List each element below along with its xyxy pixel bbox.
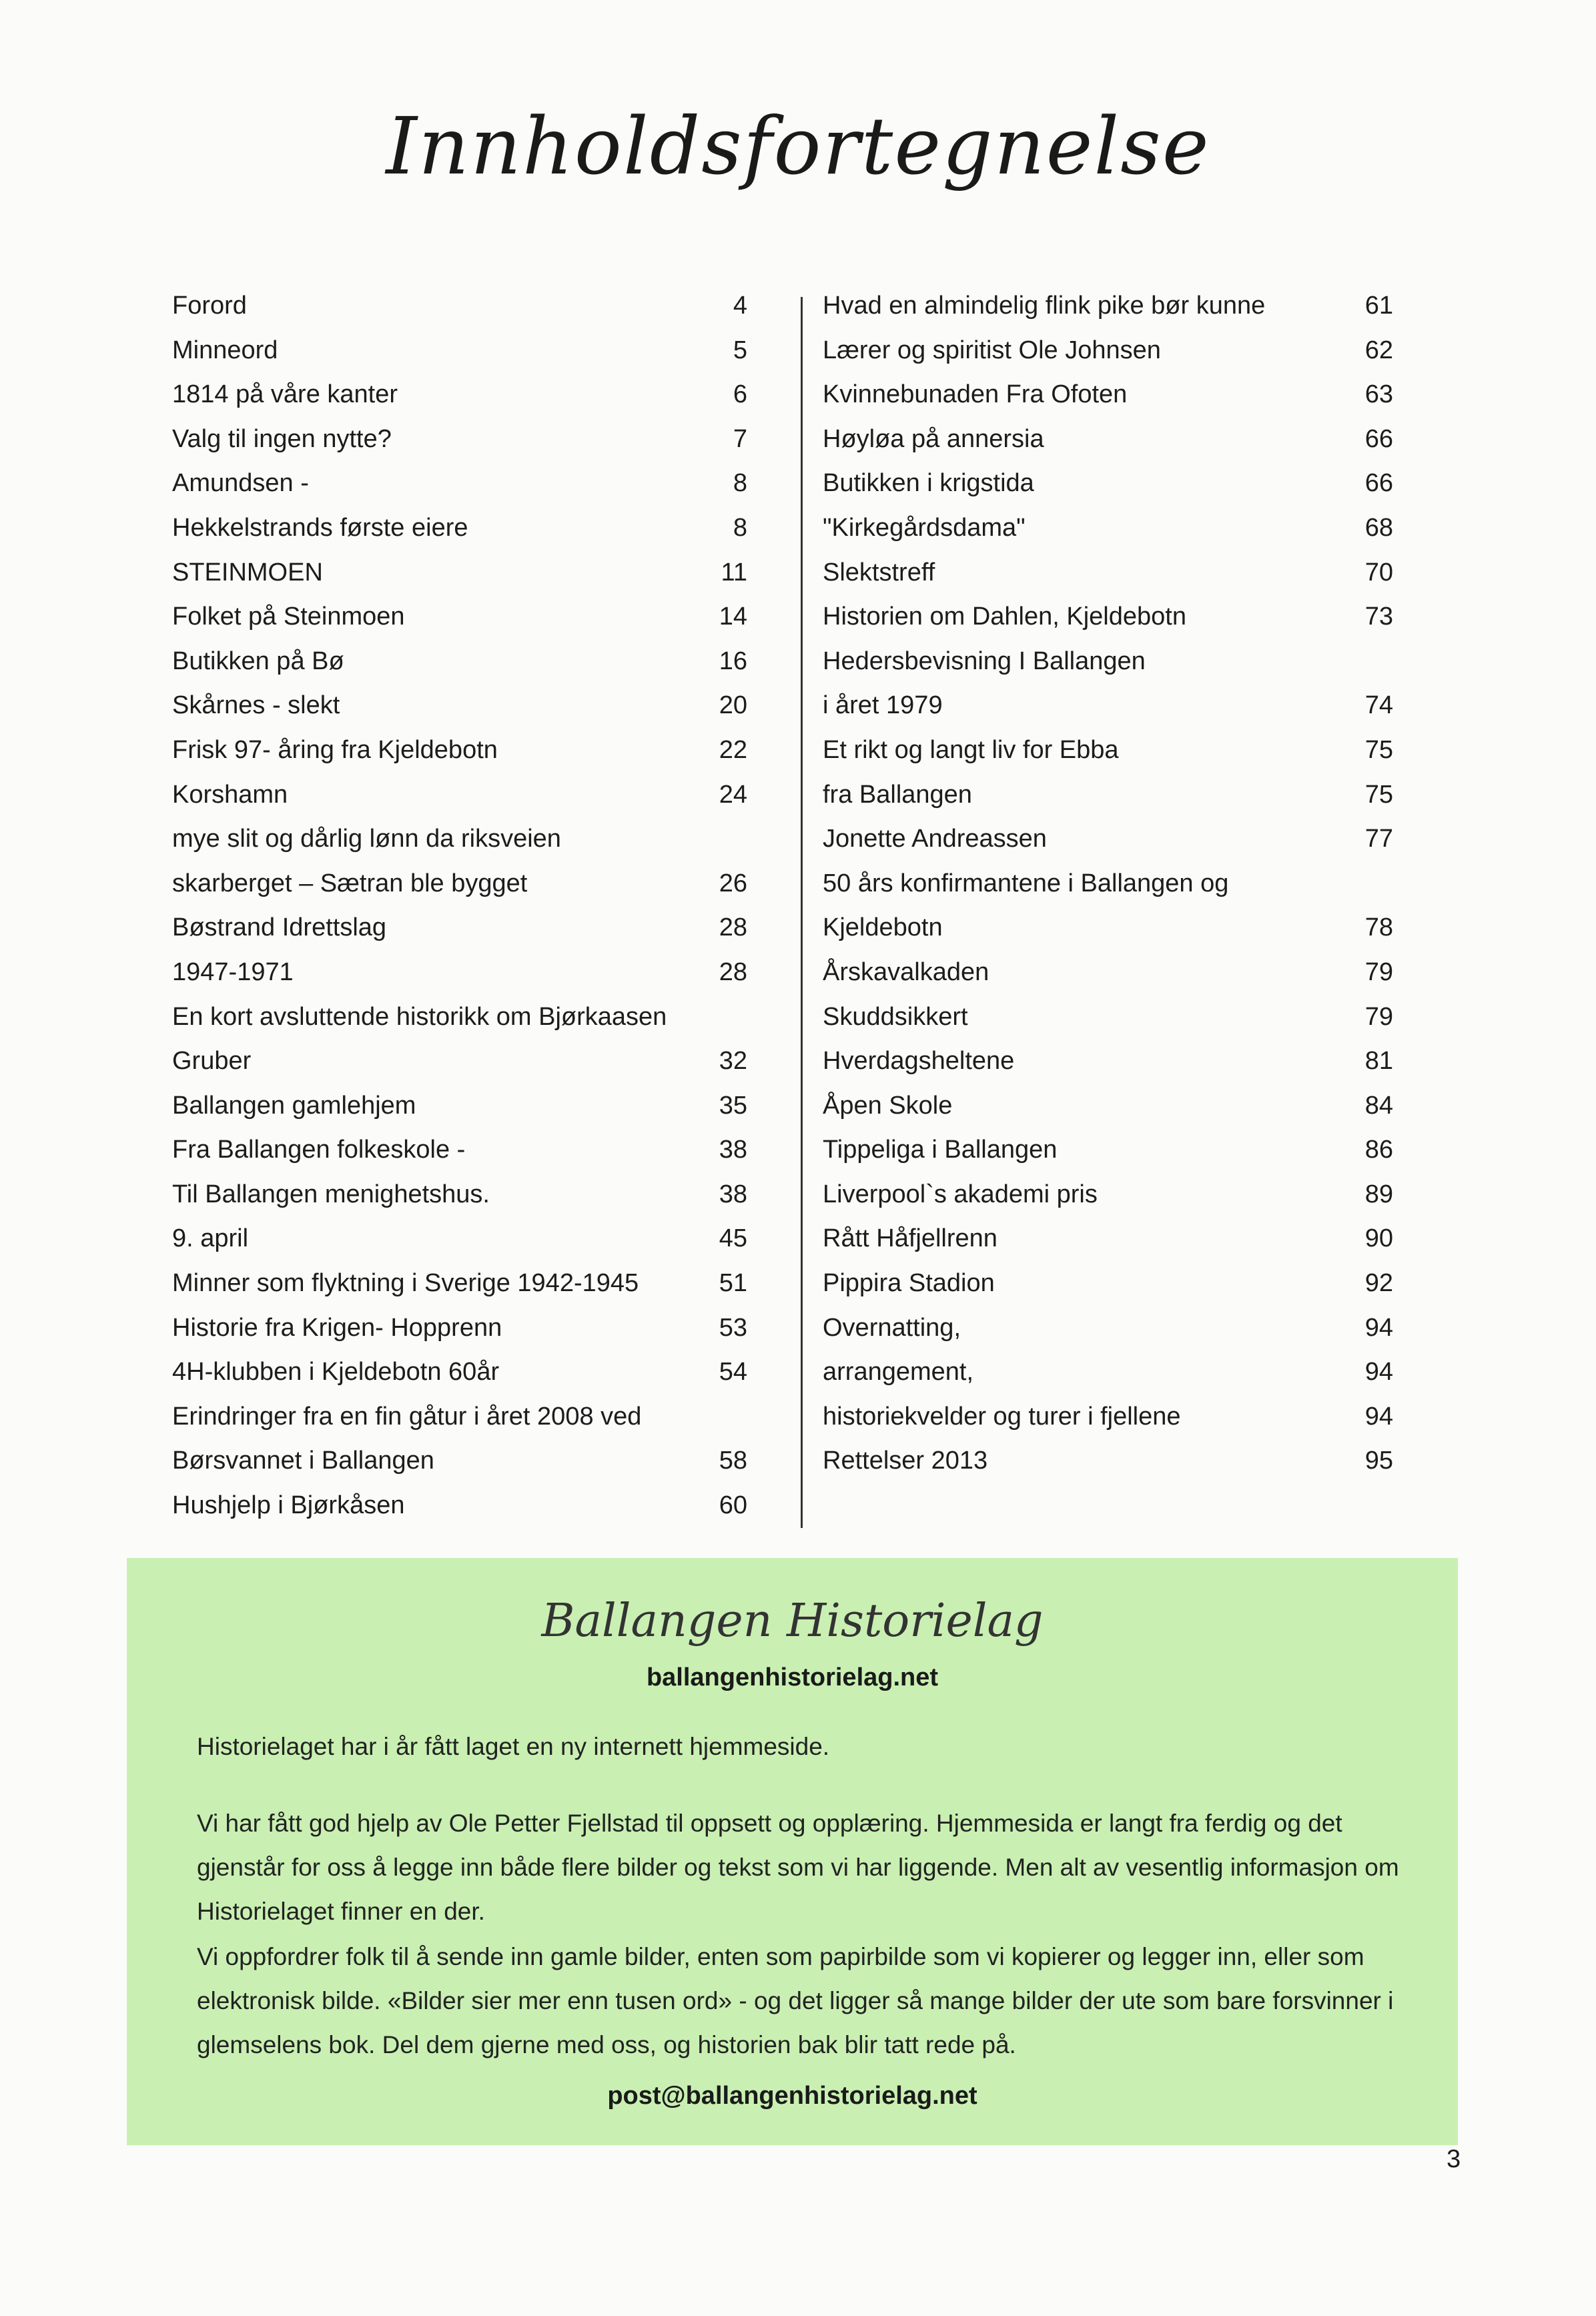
toc-entry-title: Rettelser 2013	[823, 1447, 988, 1475]
toc-entry	[172, 1172, 747, 1217]
toc-entry	[823, 284, 1393, 328]
toc-entry	[172, 728, 747, 773]
box-email: post@ballangenhistorielag.net	[607, 2082, 977, 2110]
toc-entry	[823, 1306, 1393, 1350]
toc-entry-page: 5	[733, 336, 747, 364]
toc-entry	[172, 639, 747, 684]
toc-entry	[172, 1439, 747, 1483]
toc-entry-page: 8	[733, 469, 747, 498]
toc-entry-page: 78	[1364, 913, 1393, 942]
toc-entry-title: Frisk 97- åring fra Kjeldebotn	[172, 735, 498, 764]
toc-entry-title: Overnatting,	[823, 1313, 961, 1342]
toc-entry	[823, 639, 1393, 684]
toc-entry-title: Minneord	[172, 336, 278, 364]
toc-entry-page: 74	[1364, 691, 1393, 720]
toc-entry-page: 73	[1364, 603, 1393, 631]
toc-entry	[172, 1216, 747, 1261]
toc-entry-title: i året 1979	[823, 691, 943, 720]
toc-entry-page: 90	[1364, 1224, 1393, 1253]
page-title: Innholdsfortegnelse	[386, 100, 1210, 192]
toc-entry-page: 32	[719, 1047, 747, 1076]
toc-entry-title: En kort avsluttende historikk om Bjørkaasen	[172, 1002, 667, 1031]
toc-entry	[823, 1216, 1393, 1261]
toc-entry-title: Lærer og spiritist Ole Johnsen	[823, 336, 1161, 364]
toc-entry	[823, 595, 1393, 639]
toc-entry	[823, 372, 1393, 417]
toc-entry	[823, 1128, 1393, 1172]
toc-entry-title: skarberget – Sætran ble bygget	[172, 869, 528, 897]
toc-entry-page: 84	[1364, 1091, 1393, 1120]
toc-entry-title: Amundsen -	[172, 469, 309, 498]
toc-entry	[172, 950, 747, 995]
toc-entry-title: Historie fra Krigen- Hopprenn	[172, 1313, 502, 1342]
toc-entry	[172, 328, 747, 373]
toc-entry-page: 92	[1364, 1269, 1393, 1298]
toc-entry-title: Hushjelp i Bjørkåsen	[172, 1491, 405, 1520]
toc-entry-page: 60	[719, 1491, 747, 1520]
toc-entry	[172, 506, 747, 550]
toc-entry	[172, 372, 747, 417]
toc-entry-page: 95	[1364, 1447, 1393, 1475]
column-divider	[801, 297, 803, 1528]
toc-entry-title: Minner som flyktning i Sverige 1942-1945	[172, 1269, 639, 1298]
toc-entry-title: 1947-1971	[172, 957, 294, 986]
toc-entry-title: Hedersbevisning I Ballangen	[823, 647, 1146, 675]
toc-entry-page: 45	[719, 1224, 747, 1253]
toc-entry	[172, 905, 747, 950]
box-title: Ballangen Historielag	[541, 1595, 1044, 1647]
toc-entry-page: 20	[719, 691, 747, 720]
toc-entry	[172, 817, 747, 861]
toc-entry-title: Årskavalkaden	[823, 957, 989, 986]
toc-entry-page: 24	[719, 780, 747, 809]
toc-entry-title: Folket på Steinmoen	[172, 603, 405, 631]
toc-entry-title: Gruber	[172, 1047, 252, 1076]
toc-entry-title: Historien om Dahlen, Kjeldebotn	[823, 603, 1186, 631]
toc-entry-page: 94	[1364, 1313, 1393, 1342]
toc-entry	[823, 995, 1393, 1040]
toc-entry	[823, 683, 1393, 728]
toc-entry-title: Et rikt og langt liv for Ebba	[823, 735, 1119, 764]
toc-entry	[172, 1483, 747, 1528]
toc-entry-title: Jonette Andreassen	[823, 825, 1047, 853]
toc-entry	[172, 1306, 747, 1350]
toc-entry	[172, 1395, 747, 1439]
toc-entry-title: STEINMOEN	[172, 558, 323, 587]
toc-entry	[823, 1395, 1393, 1439]
toc-entry-title: Hekkelstrands første eiere	[172, 513, 468, 542]
toc-entry-page: 38	[719, 1136, 747, 1164]
toc-entry-page: 66	[1364, 424, 1393, 453]
toc-entry-title: Skårnes - slekt	[172, 691, 340, 720]
toc-entry	[823, 461, 1393, 506]
toc-entry-page: 81	[1364, 1047, 1393, 1076]
toc-entry-title: Kjeldebotn	[823, 913, 943, 942]
toc-entry	[823, 728, 1393, 773]
toc-entry	[172, 861, 747, 906]
toc-entry-page: 54	[719, 1358, 747, 1387]
toc-entry-page: 89	[1364, 1180, 1393, 1208]
toc-entry	[172, 995, 747, 1040]
box-paragraph-3: Vi oppfordrer folk til å sende inn gamle bilder, enten som papirbilde som vi kopierer og legger inn, eller som elektronisk bilde. «Bilder sier mer enn tusen ord» - og det ligger så mange bilder der ute som bare forsvinner i glemselens bok. Del dem gjerne med oss, og historien bak blir tatt rede på.	[197, 1943, 1394, 2058]
toc-entry-page: 79	[1364, 1002, 1393, 1031]
toc-entry	[172, 284, 747, 328]
toc-entry	[172, 417, 747, 462]
toc-entry	[172, 1261, 747, 1306]
toc-entry-title: Erindringer fra en fin gåtur i året 2008 ved	[172, 1402, 642, 1431]
toc-entry-title: Åpen Skole	[823, 1091, 953, 1120]
toc-entry-page: 4	[733, 292, 747, 320]
toc-entry	[823, 417, 1393, 462]
toc-entry	[823, 1439, 1393, 1483]
toc-entry	[172, 1084, 747, 1128]
toc-entry	[823, 328, 1393, 373]
toc-entry-title: 4H-klubben i Kjeldebotn 60år	[172, 1358, 500, 1387]
toc-entry-title: historiekvelder og turer i fjellene	[823, 1402, 1181, 1431]
toc-entry	[823, 550, 1393, 595]
toc-entry-page: 8	[733, 513, 747, 542]
toc-entry-title: 1814 på våre kanter	[172, 380, 398, 409]
toc-entry-title: Bøstrand Idrettslag	[172, 913, 387, 942]
toc-entry-title: "Kirkegårdsdama"	[823, 513, 1026, 542]
toc-entry-page: 58	[719, 1447, 747, 1475]
toc-entry-title: Skuddsikkert	[823, 1002, 968, 1031]
toc-entry-title: 9. april	[172, 1224, 249, 1253]
toc-entry	[823, 817, 1393, 861]
toc-entry-title: Forord	[172, 292, 247, 320]
toc-entry-title: Kvinnebunaden Fra Ofoten	[823, 380, 1128, 409]
toc-entry-page: 61	[1364, 292, 1393, 320]
toc-entry-page: 68	[1364, 513, 1393, 542]
toc-entry-title: fra Ballangen	[823, 780, 972, 809]
toc-entry-page: 28	[719, 913, 747, 942]
toc-entry-title: Korshamn	[172, 780, 288, 809]
toc-entry	[172, 1128, 747, 1172]
box-paragraph-1: Historielaget har i år fått laget en ny internett hjemmeside.	[197, 1733, 830, 1760]
toc-entry	[823, 1039, 1393, 1084]
toc-entry	[823, 861, 1393, 906]
toc-entry-title: Høyløa på annersia	[823, 424, 1044, 453]
toc-entry-title: Hverdagsheltene	[823, 1047, 1015, 1076]
toc-entry-title: Valg til ingen nytte?	[172, 424, 392, 453]
toc-entry	[823, 1172, 1393, 1217]
toc-entry	[823, 1084, 1393, 1128]
toc-entry-page: 6	[733, 380, 747, 409]
toc-entry-title: Hvad en almindelig flink pike bør kunne	[823, 292, 1266, 320]
toc-entry-page: 22	[719, 735, 747, 764]
toc-entry	[823, 1350, 1393, 1395]
toc-entry-page: 26	[719, 869, 747, 897]
toc-entry-title: Liverpool`s akademi pris	[823, 1180, 1098, 1208]
toc-entry-page: 75	[1364, 735, 1393, 764]
toc-entry	[172, 1350, 747, 1395]
historielag-info-box	[127, 1558, 1458, 2145]
toc-entry-title: Pippira Stadion	[823, 1269, 995, 1298]
toc-entry-title: Til Ballangen menighetshus.	[172, 1180, 490, 1208]
toc-entry	[823, 905, 1393, 950]
toc-entry-title: Ballangen gamlehjem	[172, 1091, 416, 1120]
toc-entry-page: 53	[719, 1313, 747, 1342]
toc-entry-title: Rått Håfjellrenn	[823, 1224, 998, 1253]
toc-entry-page: 16	[719, 647, 747, 675]
toc-entry-page: 11	[721, 558, 747, 587]
toc-entry	[172, 683, 747, 728]
toc-entry-title: Butikken på Bø	[172, 647, 344, 675]
toc-entry-title: Tippeliga i Ballangen	[823, 1136, 1058, 1164]
page-number: 3	[1447, 2145, 1461, 2173]
toc-entry	[823, 950, 1393, 995]
toc-entry-page: 14	[719, 603, 747, 631]
toc-entry-page: 38	[719, 1180, 747, 1208]
box-website-url: ballangenhistorielag.net	[646, 1663, 939, 1691]
toc-entry-title: Børsvannet i Ballangen	[172, 1447, 434, 1475]
toc-entry	[823, 1261, 1393, 1306]
toc-entry-title: Fra Ballangen folkeskole -	[172, 1136, 466, 1164]
toc-entry-page: 75	[1364, 780, 1393, 809]
box-paragraph-2: Vi har fått god hjelp av Ole Petter Fjellstad til oppsett og opplæring. Hjemmesida er langt fra ferdig og det gjenstår for oss å legge inn både flere bilder og tekst som vi har liggende. Men alt av vesentlig informasjon om Historielaget finner en der.	[197, 1810, 1399, 1925]
toc-entry	[172, 461, 747, 506]
toc-entry-title: Slektstreff	[823, 558, 935, 587]
toc-entry	[172, 550, 747, 595]
toc-entry-page: 86	[1364, 1136, 1393, 1164]
toc-entry	[172, 595, 747, 639]
toc-entry-title: Butikken i krigstida	[823, 469, 1034, 498]
toc-entry-title: arrangement,	[823, 1358, 974, 1387]
toc-entry-page: 7	[733, 424, 747, 453]
toc-entry-title: mye slit og dårlig lønn da riksveien	[172, 825, 561, 853]
toc-entry	[172, 773, 747, 817]
toc-entry-page: 35	[719, 1091, 747, 1120]
toc-entry-page: 28	[719, 957, 747, 986]
toc-entry-page: 94	[1364, 1402, 1393, 1431]
toc-entry	[823, 506, 1393, 550]
toc-entry-page: 51	[719, 1269, 747, 1298]
toc-right-column	[823, 284, 1393, 1483]
toc-left-column	[172, 284, 747, 1528]
toc-entry-page: 70	[1364, 558, 1393, 587]
toc-entry	[172, 1039, 747, 1084]
toc-entry-page: 77	[1364, 825, 1393, 853]
toc-entry-page: 66	[1364, 469, 1393, 498]
toc-entry	[823, 773, 1393, 817]
toc-entry-page: 94	[1364, 1358, 1393, 1387]
toc-entry-page: 79	[1364, 957, 1393, 986]
toc-entry-page: 63	[1364, 380, 1393, 409]
toc-entry-page: 62	[1364, 336, 1393, 364]
toc-entry-title: 50 års konfirmantene i Ballangen og	[823, 869, 1229, 897]
